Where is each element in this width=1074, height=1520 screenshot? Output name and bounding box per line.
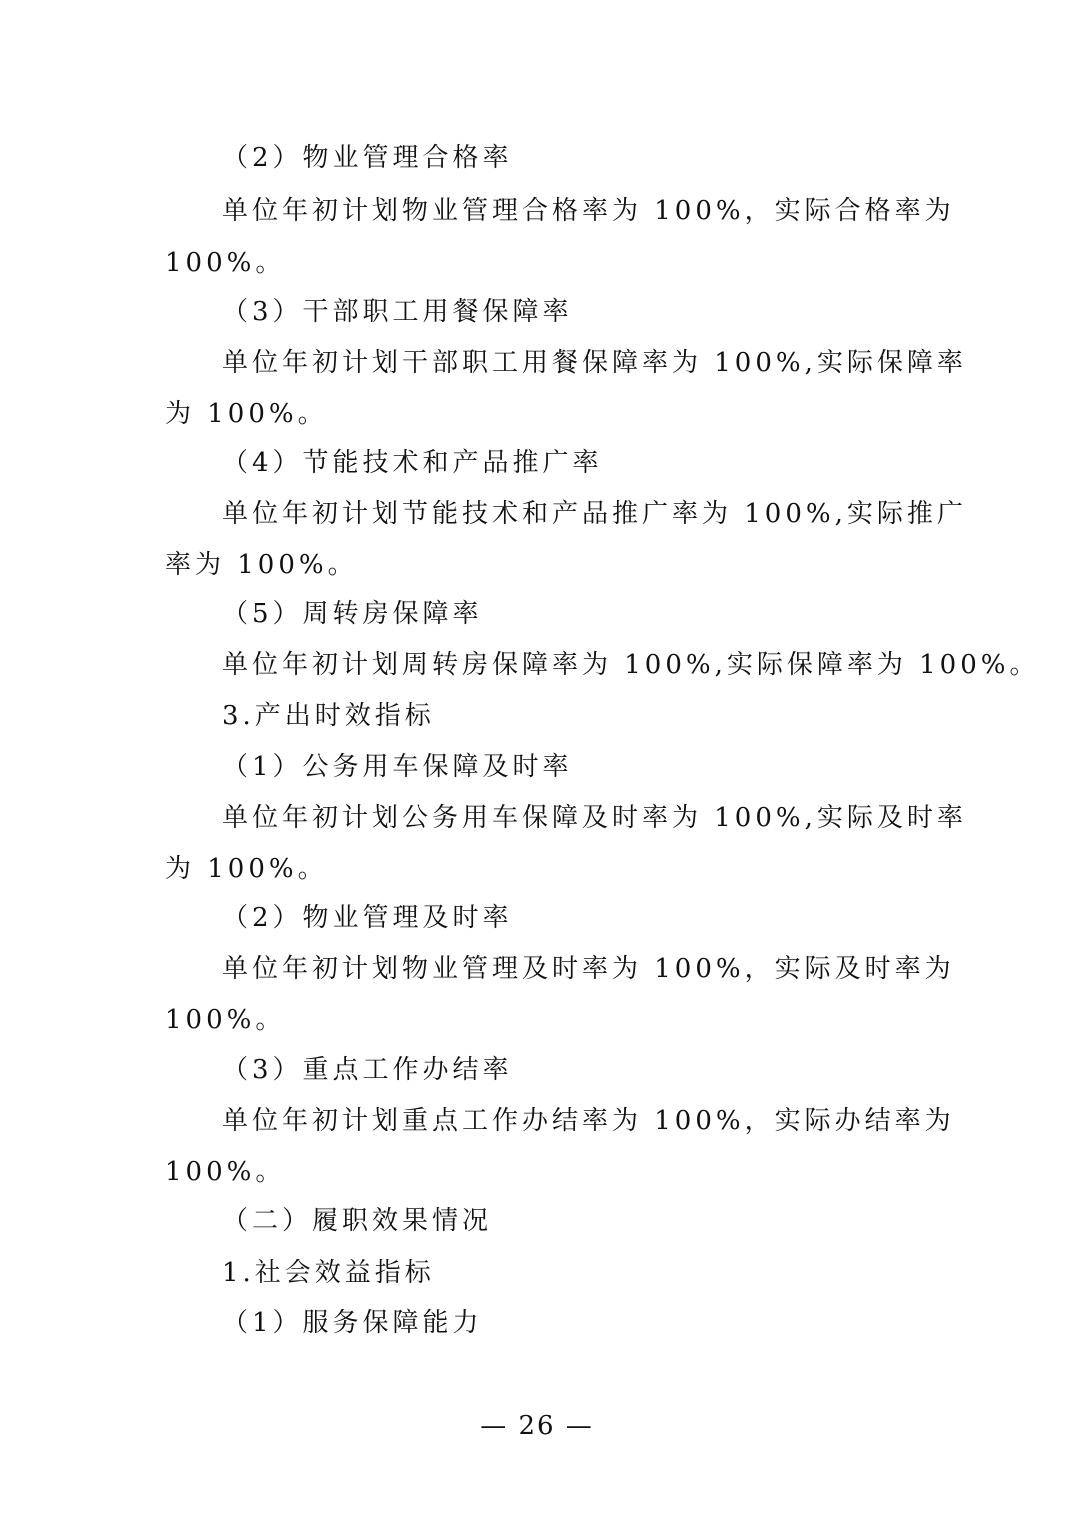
text-line: 100%。 [165, 1157, 286, 1187]
text-line: 单位年初计划公务用车保障及时率为 100%,实际及时率 [222, 803, 967, 833]
text-line: （1）服务保障能力 [222, 1308, 483, 1338]
text-line: （1）公务用车保障及时率 [222, 752, 573, 782]
text-line: （3）干部职工用餐保障率 [222, 297, 573, 327]
text-line: （2）物业管理及时率 [222, 903, 513, 933]
text-line: 单位年初计划物业管理及时率为 100%，实际及时率为 [222, 954, 955, 984]
text-line: （2）物业管理合格率 [222, 143, 513, 173]
page-number: — 26 — [480, 1411, 594, 1441]
text-line: 单位年初计划周转房保障率为 100%,实际保障率为 100%。 [222, 650, 1040, 680]
text-line: 3.产出时效指标 [222, 701, 435, 731]
text-line: 率为 100%。 [165, 550, 358, 580]
text-line: 单位年初计划物业管理合格率为 100%，实际合格率为 [222, 196, 955, 226]
text-line: （二）履职效果情况 [222, 1206, 493, 1236]
text-line: （4）节能技术和产品推广率 [222, 448, 603, 478]
text-line: 单位年初计划重点工作办结率为 100%，实际办结率为 [222, 1106, 955, 1136]
text-line: 单位年初计划干部职工用餐保障率为 100%,实际保障率 [222, 348, 967, 378]
text-line: 单位年初计划节能技术和产品推广率为 100%,实际推广 [222, 499, 967, 529]
text-line: （5）周转房保障率 [222, 599, 483, 629]
text-line: 100%。 [165, 248, 286, 278]
text-line: 1.社会效益指标 [222, 1258, 435, 1288]
text-line: （3）重点工作办结率 [222, 1055, 513, 1085]
text-line: 为 100%。 [165, 854, 328, 884]
text-line: 100%。 [165, 1005, 286, 1035]
text-line: 为 100%。 [165, 399, 328, 429]
